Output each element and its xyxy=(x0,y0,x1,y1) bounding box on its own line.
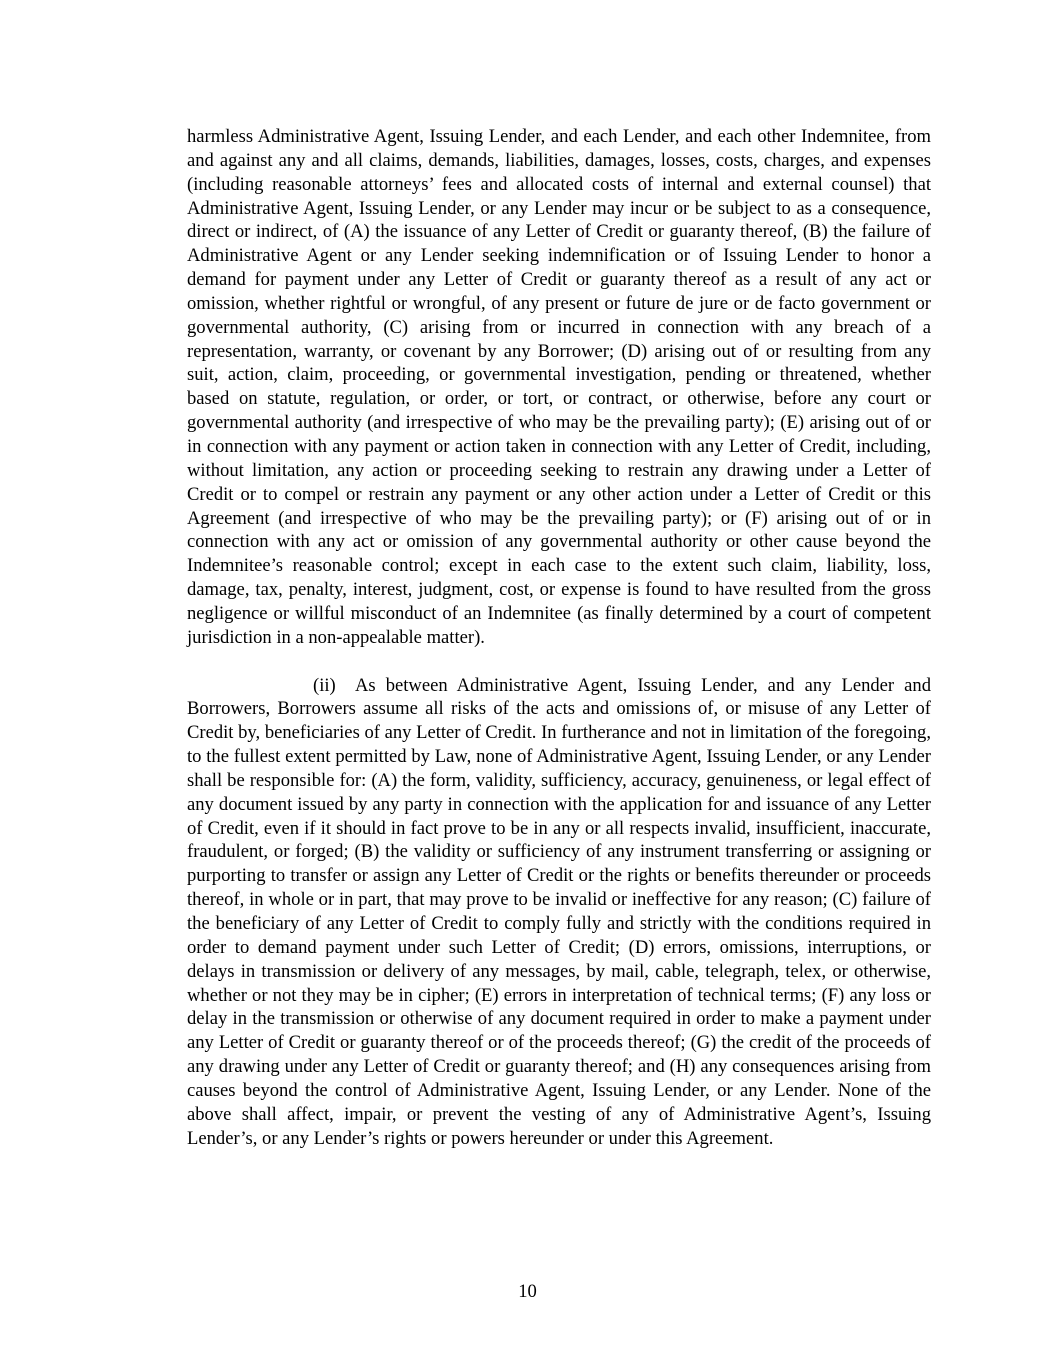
paragraph-assumption-of-risk xyxy=(187,674,931,1151)
paragraph-assumption-of-risk-text: As between Administrative Agent, Issuing Lender, and any Lender and Borrowers, Borrowers assume all risks of the acts and omissions of, or misuse of any Letter of Credit by, beneficiaries of any Letter of Credit. In furtherance and not in limitation of the foregoing, to the fullest extent permitted by Law, none of Administrative Agent, Issuing Lender, or any Lender shall be responsible for: (A) the form, validity, sufficiency, accuracy, genuineness, or legal effect of any document issued by any party in connection with the application for and issuance of any Letter of Credit, even if it should in fact prove to be in any or all respects invalid, insufficient, inaccurate, fraudulent, or forged; (B) the validity or sufficiency of any instrument transferring or assigning or purporting to transfer or assign any Letter of Credit or the rights or benefits thereunder or proceeds thereof, in whole or in part, that may prove to be invalid or ineffective for any reason; (C) failure of the beneficiary of any Letter of Credit to comply fully and strictly with the conditions required in order to demand payment under such Letter of Credit; (D) errors, omissions, interruptions, or delays in transmission or delivery of any messages, by mail, cable, telegraph, telex, or otherwise, whether or not they may be in cipher; (E) errors in interpretation of technical terms; (F) any loss or delay in the transmission or otherwise of any document required in order to make a payment under any Letter of Credit or guaranty thereof or of the proceeds thereof; (G) the credit of the proceeds of any drawing under any Letter of Credit or guaranty thereof; and (H) any consequences arising from causes beyond the control of Administrative Agent, Issuing Lender, or any Lender. None of the above shall affect, impair, or prevent the vesting of any of Administrative Agent’s, Issuing Lender’s, or any Lender’s rights or powers hereunder or under this Agreement. xyxy=(187,674,931,1149)
document-body xyxy=(187,125,931,1150)
paragraph-indemnification: harmless Administrative Agent, Issuing Lender, and each Lender, and each other Indemnitee, from and against any and all claims, demands, liabilities, damages, losses, costs, charges, and expenses (including reasonable attorneys’ fees and allocated costs of internal and external counsel) that Administrative Agent, Issuing Lender, or any Lender may incur or be subject to as a consequence, direct or indirect, of (A) the issuance of any Letter of Credit or guaranty thereof, (B) the failure of Administrative Agent or any Lender seeking indemnification or of Issuing Lender to honor a demand for payment under any Letter of Credit or guaranty thereof as a result of any act or omission, whether rightful or wrongful, of any present or future de jure or de facto government or governmental authority, (C) arising from or incurred in connection with any breach of a representation, warranty, or covenant by any Borrower; (D) arising out of or resulting from any suit, action, claim, proceeding, or governmental investigation, pending or threatened, whether based on statute, regulation, or order, or tort, or contract, or otherwise, before any court or governmental authority (and irrespective of who may be the prevailing party); (E) arising out of or in connection with any payment or action taken in connection with any Letter of Credit, including, without limitation, any action or proceeding seeking to restrain any drawing under a Letter of Credit or to compel or restrain any payment or any other action under a Letter of Credit or this Agreement (and irrespective of who may be the prevailing party); or (F) arising out of or in connection with any act or omission of any governmental authority or other cause beyond the Indemnitee’s reasonable control; except in each case to the extent such claim, liability, loss, damage, tax, penalty, interest, judgment, cost, or expense is found to have resulted from the gross negligence or willful misconduct of an Indemnitee (as finally determined by a court of competent jurisdiction in a non-appealable matter). xyxy=(187,126,931,648)
page-number: 10 xyxy=(518,1281,537,1302)
paragraph-number: (ii) xyxy=(313,674,336,696)
